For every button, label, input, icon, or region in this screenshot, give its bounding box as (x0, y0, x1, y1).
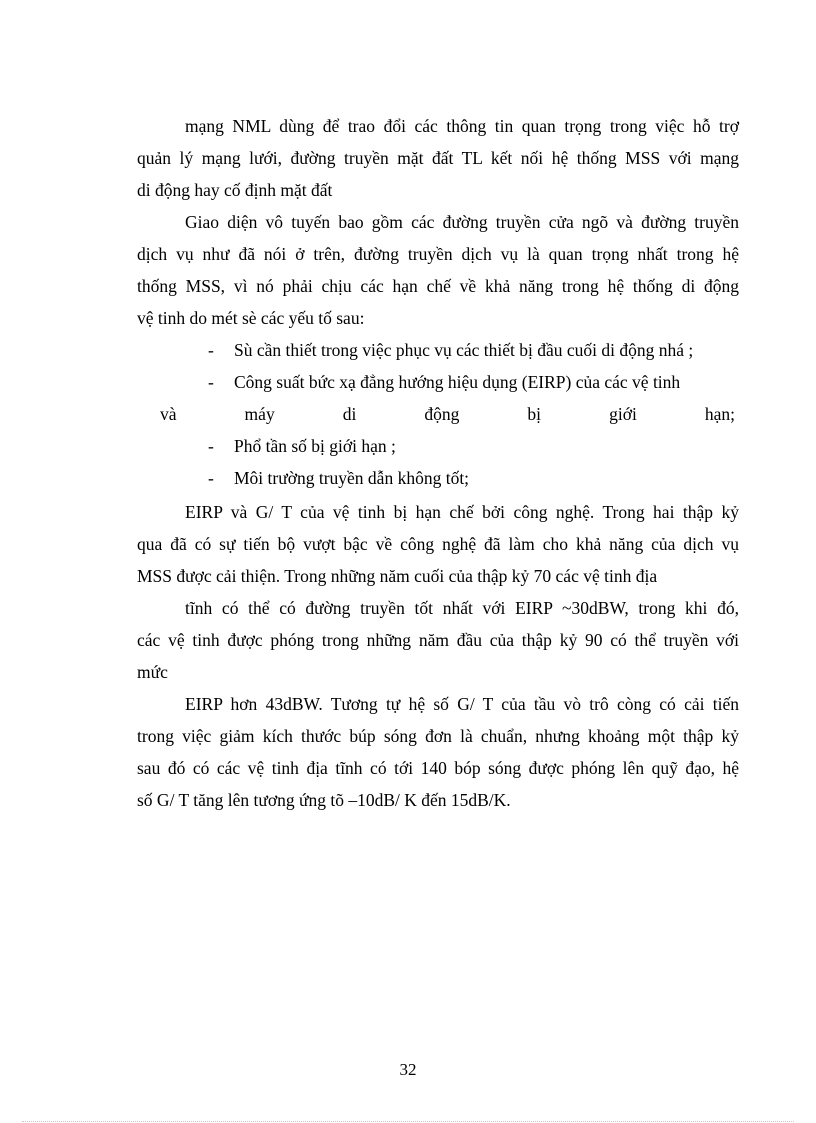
footer-divider (22, 1121, 794, 1122)
list-item-text: Môi trường truyền dẫn không tốt; (234, 468, 470, 488)
paragraph-line: các vệ tinh được phóng trong những năm đầu của thập kỷ 90 có thể truyền với (137, 630, 739, 650)
paragraph-line: Giao diện vô tuyến bao gồm các đường truyền cửa ngõ và đường truyền (185, 212, 739, 232)
bullet-dash: - (208, 436, 214, 456)
paragraph-line: tĩnh có thể có đường truyền tốt nhất với EIRP ~30dBW, trong khi đó, (185, 598, 739, 618)
list-item-text: Phổ tần số bị giới hạn ; (234, 436, 396, 456)
paragraph-line: trong việc giảm kích thước búp sóng đơn là chuẩn, nhưng khoảng một thập kỷ (137, 726, 739, 746)
page-number: 32 (399, 1060, 417, 1079)
list-item-continuation: và máy di động bị giới hạn; (160, 404, 735, 424)
paragraph-line: EIRP hơn 43dBW. Tương tự hệ số G/ T của tầu vò trô còng có cải tiến (185, 694, 739, 714)
paragraph-line: sau đó có các vệ tinh địa tĩnh có tới 140 bóp sóng được phóng lên quỹ đạo, hệ (137, 758, 739, 778)
paragraph-line: mức (137, 662, 168, 682)
bullet-dash: - (208, 468, 214, 488)
paragraph-line: thống MSS, vì nó phải chịu các hạn chế về khả năng trong hệ thống di động (137, 276, 739, 296)
bullet-dash: - (208, 372, 214, 392)
paragraph-line: mạng NML dùng để trao đổi các thông tin quan trọng trong việc hỗ trợ (185, 116, 739, 136)
paragraph-line: qua đã có sự tiến bộ vượt bậc về công nghệ đã làm cho khả năng của dịch vụ (137, 534, 739, 554)
list-item-text: Công suất bức xạ đẳng hướng hiệu dụng (EIRP) của các vệ tinh (234, 372, 681, 392)
paragraph-line: di động hay cố định mặt đất (137, 180, 333, 200)
paragraph-line: số G/ T tăng lên tương ứng tõ –10dB/ K đến 15dB/K. (137, 790, 511, 810)
paragraph-line: quản lý mạng lưới, đường truyền mặt đất TL kết nối hệ thống MSS với mạng (137, 148, 739, 168)
paragraph-line: vệ tinh do mét sè các yếu tố sau: (137, 308, 365, 328)
list-item-text: Sù cần thiết trong việc phục vụ các thiết bị đầu cuối di động nhá ; (234, 340, 694, 360)
paragraph-line: MSS được cải thiện. Trong những năm cuối của thập kỷ 70 các vệ tinh địa (137, 566, 658, 586)
paragraph-line: EIRP và G/ T của vệ tinh bị hạn chế bởi công nghệ. Trong hai thập kỷ (185, 502, 739, 522)
paragraph-line: dịch vụ như đã nói ở trên, đường truyền dịch vụ là quan trọng nhất trong hệ (137, 244, 739, 264)
bullet-dash: - (208, 340, 214, 360)
